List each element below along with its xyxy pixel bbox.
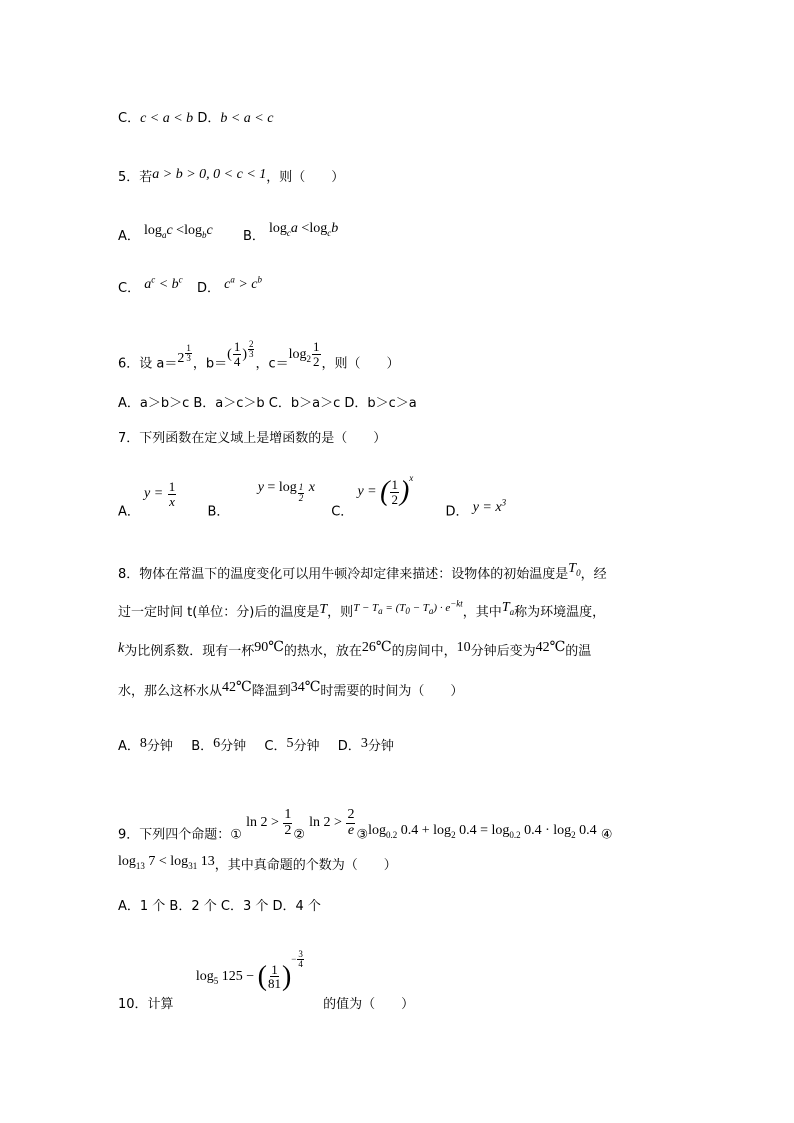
k-symbol: k	[118, 641, 125, 656]
option-c-expr: $a^c < b^c$	[144, 274, 183, 292]
t0-symbol: $T_0$	[568, 561, 581, 578]
option-d-label: D．	[196, 281, 220, 296]
option-c-label: C．	[118, 281, 141, 296]
q9-prop-3: $\log_{0.2} 0.4 + \log_2 0.4 = \log_{0.2} 0.4 \cdot \log_2 0.4$	[368, 823, 597, 841]
q5-suffix: ，则（ ）	[266, 170, 345, 185]
q9-prop-1: ln 2 > $\frac{1}{2}$	[246, 807, 292, 838]
option-c-label: C．	[118, 111, 141, 126]
option-b-label: B．	[207, 504, 230, 520]
q5-stem	[118, 168, 344, 184]
option-c-expr: y = ( $\frac{1}{2}$ )$^x$	[357, 473, 414, 508]
q8-line-2: 过一定时间 t(单位：分)后的温度是T，则$^{T - T_a = (T_0 - T_a) \cdot e^{-kt}}$，其中$T_a$称为环境温度，	[118, 598, 606, 620]
option-b-expr: $\log_ca <\log_cb$	[269, 221, 339, 238]
option-d-expr: b < a < c	[220, 111, 274, 126]
cooling-formula: T − Ta = (T0 − Ta) · e−kt	[353, 598, 463, 617]
q4-options-cd	[118, 112, 273, 126]
q7-options	[118, 473, 507, 520]
t-symbol: T	[319, 602, 328, 617]
q6-c-value: $\log_2$ $\frac{1}{2}$	[288, 339, 320, 369]
q7-stem: 7．下列函数在定义域上是增函数的是（ ）	[118, 431, 387, 446]
q10-expression: $\log_5 125$ − ( $\frac{1}{81}$ )$^{- \frac{3}{4}}$	[195, 949, 303, 992]
q9-prop-4: $\log_{13} 7 < \log_{31} 13$	[118, 854, 215, 871]
option-d-label: D．	[197, 111, 221, 126]
ta-symbol: $T_a$	[501, 600, 515, 617]
q5-options-cd	[118, 274, 262, 296]
q5-condition: a > b > 0, 0 < c < 1	[152, 167, 267, 182]
option-d-expr: $c^a > c^b$	[224, 274, 262, 292]
option-a-label: A．	[118, 504, 140, 520]
q8-line-4: 水，那么这杯水从42℃降温到34℃时需要的时间为（ ）	[118, 680, 464, 699]
q6-b-value: ( $\frac{1}{4}$ ) $^{\frac{2}{3}}$	[227, 339, 254, 369]
q6-c-eq: ，c＝	[255, 356, 289, 372]
option-b-expr: y = log $_{\frac{1}{2}}$ x	[257, 480, 315, 503]
q8-line-3: k为比例系数．现有一杯90℃的热水，放在26℃的房间中，10分钟后变为42℃的温	[118, 640, 592, 659]
q8-line-1: 8．物体在常温下的温度变化可以用牛顿冷却定律来描述：设物体的初始温度是$T_0$，经	[118, 561, 607, 582]
q10-stem: 10．计算 $\log_5 125$ − ( $\frac{1}{81}$ )$^{- \frac{3}{4}}$ 的值为（ ）	[118, 949, 415, 1012]
option-a-expr: y = $\frac{1}{x}$	[144, 479, 176, 509]
q6-b-eq: ，b＝	[192, 356, 228, 372]
q6-prefix: 6．设 a＝	[118, 356, 178, 372]
q6-a-value: 2 $^{\frac{1}{3}}$	[177, 343, 191, 366]
q6-options: A．a＞b＞c B．a＞c＞b C．b＞a＞c D．b＞c＞a	[118, 396, 417, 411]
q9-stem: 9．下列四个命题：① ln 2 > $\frac{1}{2}$ ② ln 2 > $\frac{2}{e}$ $③\log_{0.2}$ $0.4 + \log_2 0.4 = \log_{0.2} 0.4 \cdot \log_2 0.4$ ④	[118, 807, 613, 843]
q5-options-ab	[118, 222, 338, 243]
q6-suffix: ，则（ ）	[321, 356, 400, 372]
q6-stem	[118, 340, 400, 371]
option-c-expr: c < a < b	[140, 111, 194, 126]
q9-prop-2: ln 2 > $\frac{2}{e}$	[309, 807, 355, 838]
option-b-label: B．	[242, 229, 265, 244]
q8-options: A．8分钟 B．6分钟 C．5分钟 D．3分钟	[118, 736, 394, 754]
q9-options: A．1 个 B．2 个 C．3 个 D．4 个	[118, 899, 321, 914]
option-a-label: A．	[118, 229, 140, 244]
option-a-expr: $\log_ac <\log_bc$	[144, 223, 213, 240]
q5-prefix: 5．若	[118, 170, 153, 185]
option-d-expr: $y = x^3$	[472, 497, 507, 516]
option-d-label: D．	[445, 504, 469, 520]
q9-line-2: $\log_{13} 7 < \log_{31} 13$，其中真命题的个数为（ ）	[118, 854, 397, 873]
option-c-label: C．	[331, 504, 354, 520]
